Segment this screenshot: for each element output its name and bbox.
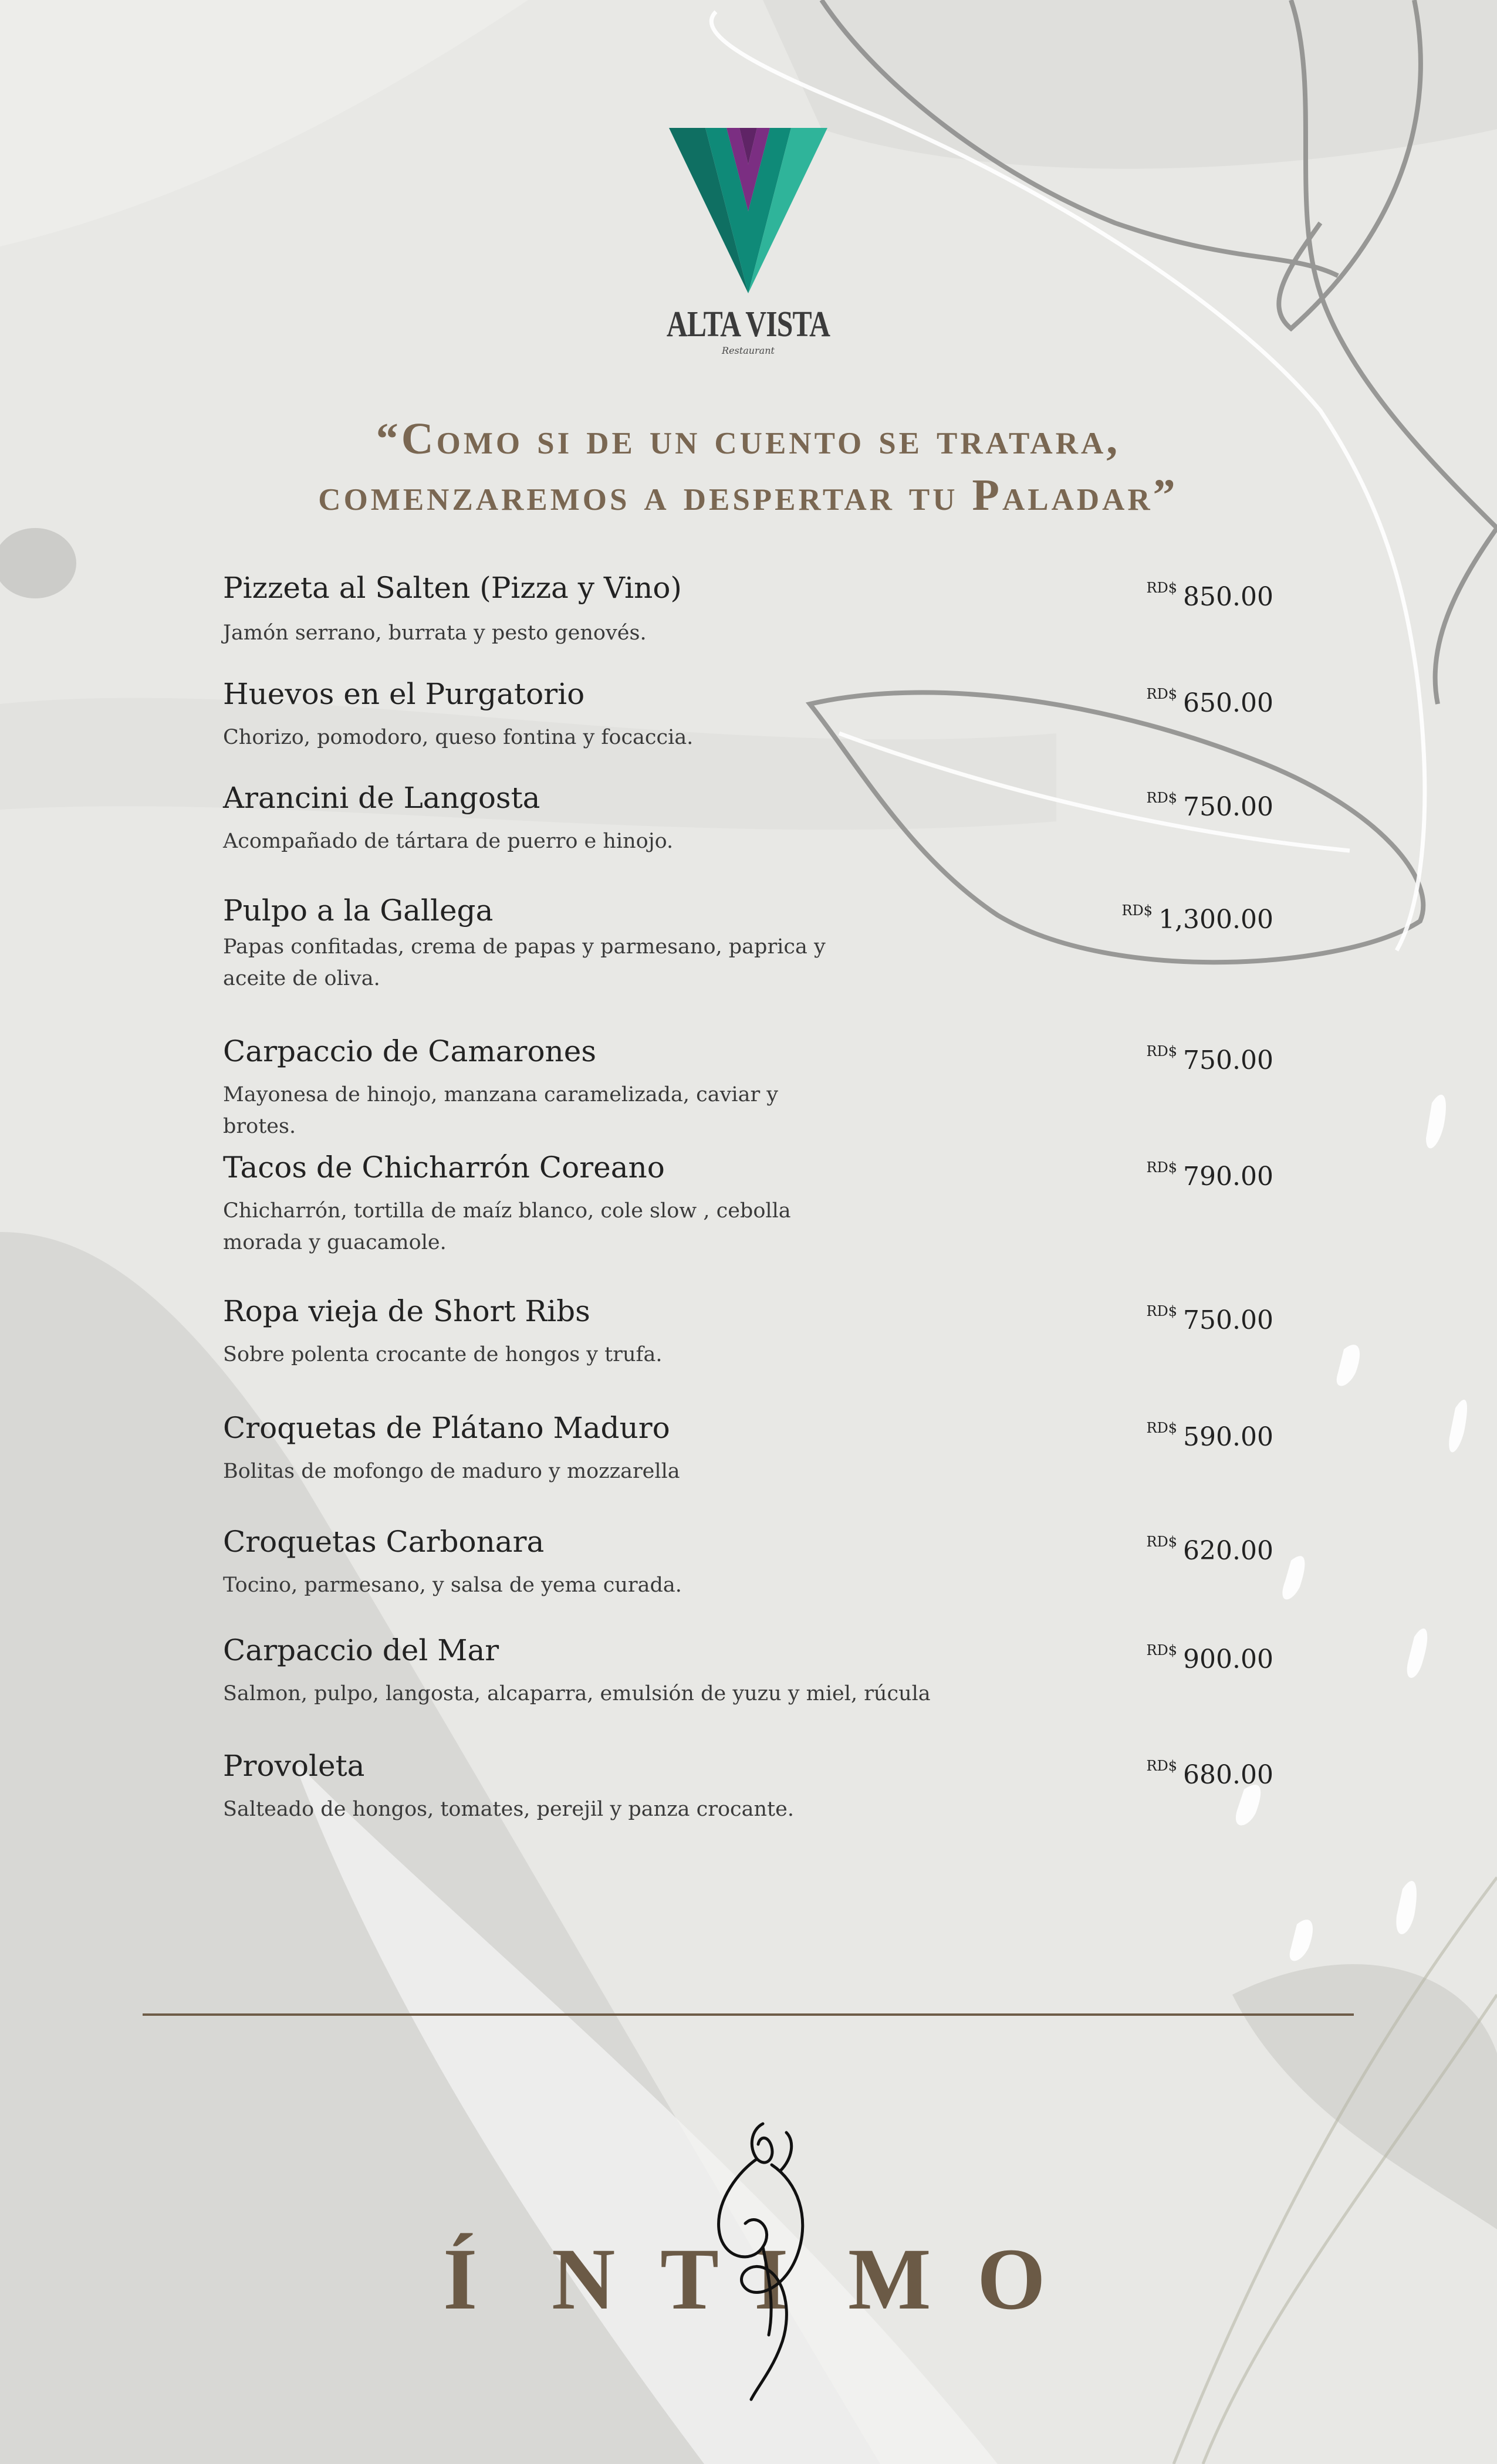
currency-label: RD$ bbox=[1146, 1758, 1178, 1774]
brand-letter: M bbox=[848, 2231, 931, 2328]
item-price bbox=[1146, 780, 1273, 825]
item-description: Tocino, parmesano, y salsa de yema curada. bbox=[223, 1573, 682, 1597]
item-description: Acompañado de tártara de puerro e hinojo. bbox=[223, 830, 674, 853]
currency-label: RD$ bbox=[1146, 790, 1178, 806]
menu-tagline bbox=[176, 411, 1320, 523]
brand-letter: N bbox=[552, 2231, 616, 2328]
tagline-line-2: comenzaremos a despertar tu Paladar” bbox=[318, 471, 1178, 520]
item-description: Papas confitadas, crema de papas y parmesano, paprica y aceite de oliva. bbox=[223, 935, 826, 990]
currency-label: RD$ bbox=[1146, 1159, 1178, 1176]
item-name: Tacos de Chicharrón Coreano bbox=[223, 1150, 665, 1184]
item-name: Carpaccio de Camarones bbox=[223, 1034, 597, 1068]
currency-label: RD$ bbox=[1146, 686, 1178, 702]
item-name: Carpaccio del Mar bbox=[223, 1633, 499, 1667]
currency-label: RD$ bbox=[1146, 580, 1178, 596]
price-value: 790.00 bbox=[1183, 1162, 1273, 1192]
brand-letter: T bbox=[660, 2231, 719, 2328]
logo-tagline: Restaurant bbox=[722, 345, 775, 356]
item-price bbox=[1146, 1150, 1273, 1194]
price-value: 1,300.00 bbox=[1158, 905, 1273, 935]
item-description: Jamón serrano, burrata y pesto genovés. bbox=[223, 621, 647, 645]
item-name: Croquetas de Plátano Maduro bbox=[223, 1411, 670, 1445]
item-price bbox=[1121, 893, 1273, 937]
item-name: Ropa vieja de Short Ribs bbox=[223, 1294, 590, 1328]
item-price bbox=[1146, 1748, 1273, 1793]
item-description: Salmon, pulpo, langosta, alcaparra, emulsión de yuzu y miel, rúcula bbox=[223, 1682, 931, 1705]
item-name: Provoleta bbox=[223, 1749, 365, 1783]
price-value: 680.00 bbox=[1183, 1760, 1273, 1790]
item-price bbox=[1146, 1524, 1273, 1569]
brand-letter: I bbox=[754, 2231, 789, 2328]
item-name: Pulpo a la Gallega bbox=[223, 893, 494, 928]
brand-letter: O bbox=[977, 2231, 1046, 2328]
item-name: Pizzeta al Salten (Pizza y Vino) bbox=[223, 571, 682, 605]
price-value: 750.00 bbox=[1183, 1305, 1273, 1335]
currency-label: RD$ bbox=[1146, 1043, 1178, 1060]
item-price bbox=[1146, 1633, 1273, 1677]
item-price bbox=[1146, 570, 1273, 615]
item-description: Salteado de hongos, tomates, perejil y panza crocante. bbox=[223, 1798, 794, 1821]
logo-name: ALTA VISTA bbox=[666, 304, 830, 344]
item-price bbox=[1146, 1410, 1273, 1455]
brand-letter: Í bbox=[443, 2231, 478, 2328]
currency-label: RD$ bbox=[1146, 1303, 1178, 1319]
item-price bbox=[1146, 676, 1273, 721]
item-description: Bolitas de mofongo de maduro y mozzarella bbox=[223, 1460, 680, 1483]
section-divider bbox=[143, 2013, 1354, 2016]
item-description: Chicharrón, tortilla de maíz blanco, cole slow , cebolla morada y guacamole. bbox=[223, 1199, 791, 1254]
item-name: Huevos en el Purgatorio bbox=[223, 677, 585, 711]
dancer-figure-icon bbox=[692, 2112, 833, 2405]
item-description: Mayonesa de hinojo, manzana caramelizada, caviar y brotes. bbox=[223, 1083, 779, 1138]
price-value: 620.00 bbox=[1183, 1536, 1273, 1566]
item-price bbox=[1146, 1034, 1273, 1078]
tagline-line-1: “Como si de un cuento se tratara, bbox=[376, 414, 1121, 463]
price-value: 750.00 bbox=[1183, 792, 1273, 822]
price-value: 900.00 bbox=[1183, 1644, 1273, 1674]
price-value: 650.00 bbox=[1183, 688, 1273, 718]
currency-label: RD$ bbox=[1121, 902, 1153, 919]
price-value: 590.00 bbox=[1183, 1422, 1273, 1452]
currency-label: RD$ bbox=[1146, 1642, 1178, 1659]
price-value: 750.00 bbox=[1183, 1045, 1273, 1075]
item-description: Sobre polenta crocante de hongos y trufa. bbox=[223, 1343, 663, 1366]
item-name: Croquetas Carbonara bbox=[223, 1525, 545, 1559]
item-name: Arancini de Langosta bbox=[223, 781, 540, 815]
currency-label: RD$ bbox=[1146, 1420, 1178, 1436]
currency-label: RD$ bbox=[1146, 1534, 1178, 1550]
item-price bbox=[1146, 1294, 1273, 1338]
item-description: Chorizo, pomodoro, queso fontina y focaccia. bbox=[223, 726, 694, 749]
price-value: 850.00 bbox=[1183, 582, 1273, 612]
